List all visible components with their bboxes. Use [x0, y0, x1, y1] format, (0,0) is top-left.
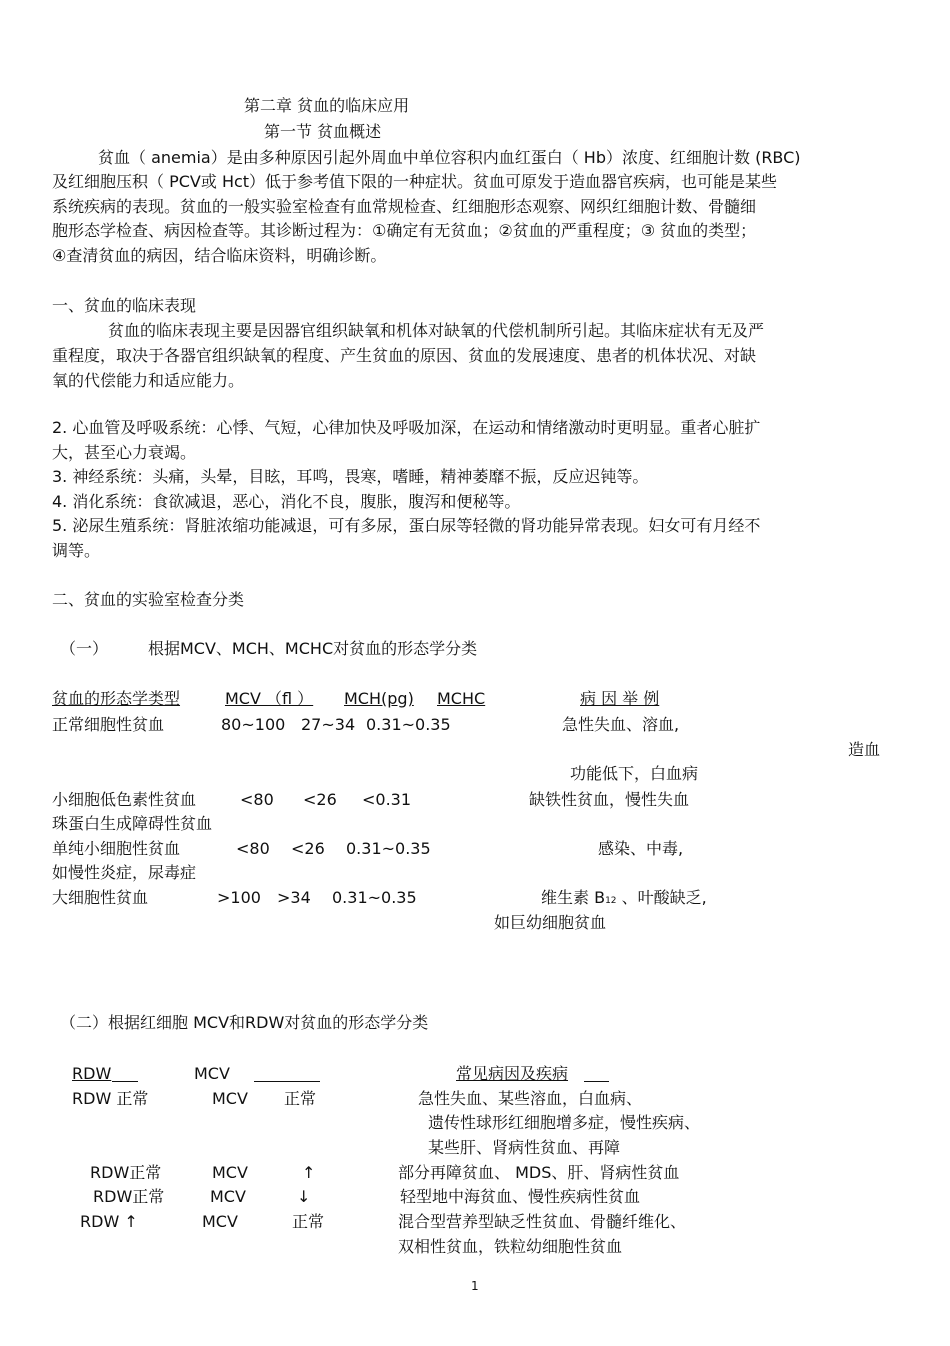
table1-cell-cause: 造血 — [848, 740, 881, 759]
list-item: 2. 心血管及呼吸系统：心悸、气短，心律加快及呼吸加深，在运动和情绪激动时更明显。重者心脏扩 — [52, 418, 761, 437]
list-item: 5. 泌尿生殖系统：肾脏浓缩功能减退，可有多尿，蛋白尿等轻微的肾功能异常表现。妇女可有月经不 — [52, 516, 761, 535]
table2-cell-cause: 双相性贫血，铁粒幼细胞性贫血 — [398, 1237, 623, 1256]
section-title: 第一节 贫血概述 — [264, 122, 382, 141]
table1-cell-cause: 感染、中毒, — [598, 839, 684, 858]
table2-cell-mcv: MCV — [202, 1212, 238, 1231]
table2-cell-mcv: MCV — [212, 1163, 248, 1182]
table1-cell-mcv: <80 — [240, 790, 274, 809]
table1-cell-type: 正常细胞性贫血 — [52, 715, 165, 734]
paragraph-line: 重程度，取决于各器官组织缺氧的程度、产生贫血的原因、贫血的发展速度、患者的机体状况、对缺 — [52, 346, 757, 365]
table1-cell-type: 单纯小细胞性贫血 — [52, 839, 181, 858]
table2-cell-mcv: MCV — [210, 1187, 246, 1206]
table1-header-type: 贫血的形态学类型 — [52, 689, 181, 708]
section-heading: 一、贫血的临床表现 — [52, 296, 197, 315]
table1-header-cause: 病 因 举 例 — [580, 689, 660, 708]
table1-header-mch: MCH(pg) — [344, 689, 414, 708]
table1-cell-mcv: 80~100 — [221, 715, 286, 734]
section-heading: 二、贫血的实验室检查分类 — [52, 590, 245, 609]
intro-line: 及红细胞压积（ PCV或 Hct）低于参考值下限的一种症状。贫血可原发于造血器官疾病，也可能是某些 — [52, 172, 778, 191]
list-item: 4. 消化系统：食欲减退，恶心，消化不良，腹胀，腹泻和便秘等。 — [52, 492, 521, 511]
table1-cell-cause: 缺铁性贫血，慢性失血 — [529, 790, 690, 809]
list-item: 调等。 — [52, 541, 101, 560]
table2-cell-mcv-state: 正常 — [284, 1089, 317, 1108]
table2-cell-cause: 部分再障贫血、 MDS、肝、肾病性贫血 — [398, 1163, 680, 1182]
table1-cell-mch: 27~34 — [301, 715, 356, 734]
paragraph-line: 贫血的临床表现主要是因器官组织缺氧和机体对缺氧的代偿机制所引起。其临床症状有无及严 — [108, 321, 765, 340]
table2-cell-rdw: RDW正常 — [90, 1163, 162, 1182]
table1-cell-mcv: <80 — [236, 839, 270, 858]
table1-header-mcv: MCV （fl ） — [225, 689, 314, 708]
page-number: 1 — [471, 1279, 479, 1293]
table2-header-mcv-underline — [254, 1064, 320, 1087]
table1-cell-mch: >34 — [277, 888, 311, 907]
table1-cell-mcv: >100 — [217, 888, 261, 907]
intro-line: 胞形态学检查、病因检查等。其诊断过程为：①确定有无贫血；②贫血的严重程度；③ 贫血的类型； — [52, 221, 757, 240]
subsection-title: （二）根据红细胞 MCV和RDW对贫血的形态学分类 — [60, 1013, 429, 1032]
table2-cell-rdw: RDW 正常 — [72, 1089, 149, 1108]
paragraph-line: 氧的代偿能力和适应能力。 — [52, 371, 245, 390]
table1-cell-type: 大细胞性贫血 — [52, 888, 149, 907]
table2-cell-rdw: RDW ↑ — [80, 1212, 138, 1231]
table2-header-rdw: RDW — [72, 1064, 112, 1083]
table2-cell-cause: 遗传性球形红细胞增多症，慢性疾病、 — [428, 1113, 701, 1132]
table1-cell-cause: 如巨幼细胞贫血 — [494, 913, 607, 932]
table1-header-mchc: MCHC — [437, 689, 486, 708]
table2-header-cause: 常见病因及疾病 — [456, 1064, 569, 1083]
intro-line: 系统疾病的表现。贫血的一般实验室检查有血常规检查、红细胞形态观察、网织红细胞计数、骨髓细 — [52, 197, 757, 216]
table2-cell-mcv-state: ↑ — [302, 1163, 316, 1182]
list-item: 大，甚至心力衰竭。 — [52, 443, 197, 462]
table2-cell-mcv: MCV — [212, 1089, 248, 1108]
table1-cell-mchc: 0.31~0.35 — [366, 715, 451, 734]
table2-cell-cause: 混合型营养型缺乏性贫血、骨髓纤维化、 — [398, 1212, 687, 1231]
table1-cell-type: 小细胞低色素性贫血 — [52, 790, 197, 809]
subsection-title: 根据MCV、MCH、MCHC对贫血的形态学分类 — [148, 639, 478, 658]
table1-cell-mch: <26 — [303, 790, 337, 809]
intro-line: 贫血（ anemia）是由多种原因引起外周血中单位容积内血红蛋白（ Hb）浓度、红细胞计数 (RBC) — [98, 148, 801, 167]
table2-header-cause-underline — [584, 1064, 609, 1087]
table2-cell-rdw: RDW正常 — [93, 1187, 165, 1206]
table2-cell-cause: 某些肝、肾病性贫血、再障 — [428, 1138, 621, 1157]
table1-cell-type: 珠蛋白生成障碍性贫血 — [52, 814, 213, 833]
list-item: 3. 神经系统：头痛，头晕，目眩，耳鸣，畏寒，嗜睡，精神萎靡不振，反应迟钝等。 — [52, 467, 649, 486]
table2-cell-mcv-state: ↓ — [297, 1187, 311, 1206]
intro-line: ④查清贫血的病因，结合临床资料，明确诊断。 — [52, 246, 387, 265]
table1-cell-cause: 急性失血、溶血, — [562, 715, 680, 734]
chapter-title: 第二章 贫血的临床应用 — [244, 96, 410, 115]
table1-cell-mchc: 0.31~0.35 — [346, 839, 431, 858]
table2-header-mcv: MCV — [194, 1064, 230, 1083]
table1-cell-cause: 维生素 B12 、叶酸缺乏, — [541, 888, 707, 907]
table1-cell-cause: 功能低下，白血病 — [570, 764, 699, 783]
table2-cell-mcv-state: 正常 — [292, 1212, 325, 1231]
table2-cell-cause: 急性失血、某些溶血，白血病、 — [418, 1089, 643, 1108]
table2-header-rdw-underline — [112, 1064, 138, 1087]
table2-cell-cause: 轻型地中海贫血、慢性疾病性贫血 — [400, 1187, 641, 1206]
table1-cell-mch: <26 — [291, 839, 325, 858]
table1-cell-mchc: <0.31 — [362, 790, 412, 809]
table1-cell-type: 如慢性炎症，尿毒症 — [52, 863, 197, 882]
subsection-number: （一） — [60, 639, 109, 658]
table1-cell-mchc: 0.31~0.35 — [332, 888, 417, 907]
